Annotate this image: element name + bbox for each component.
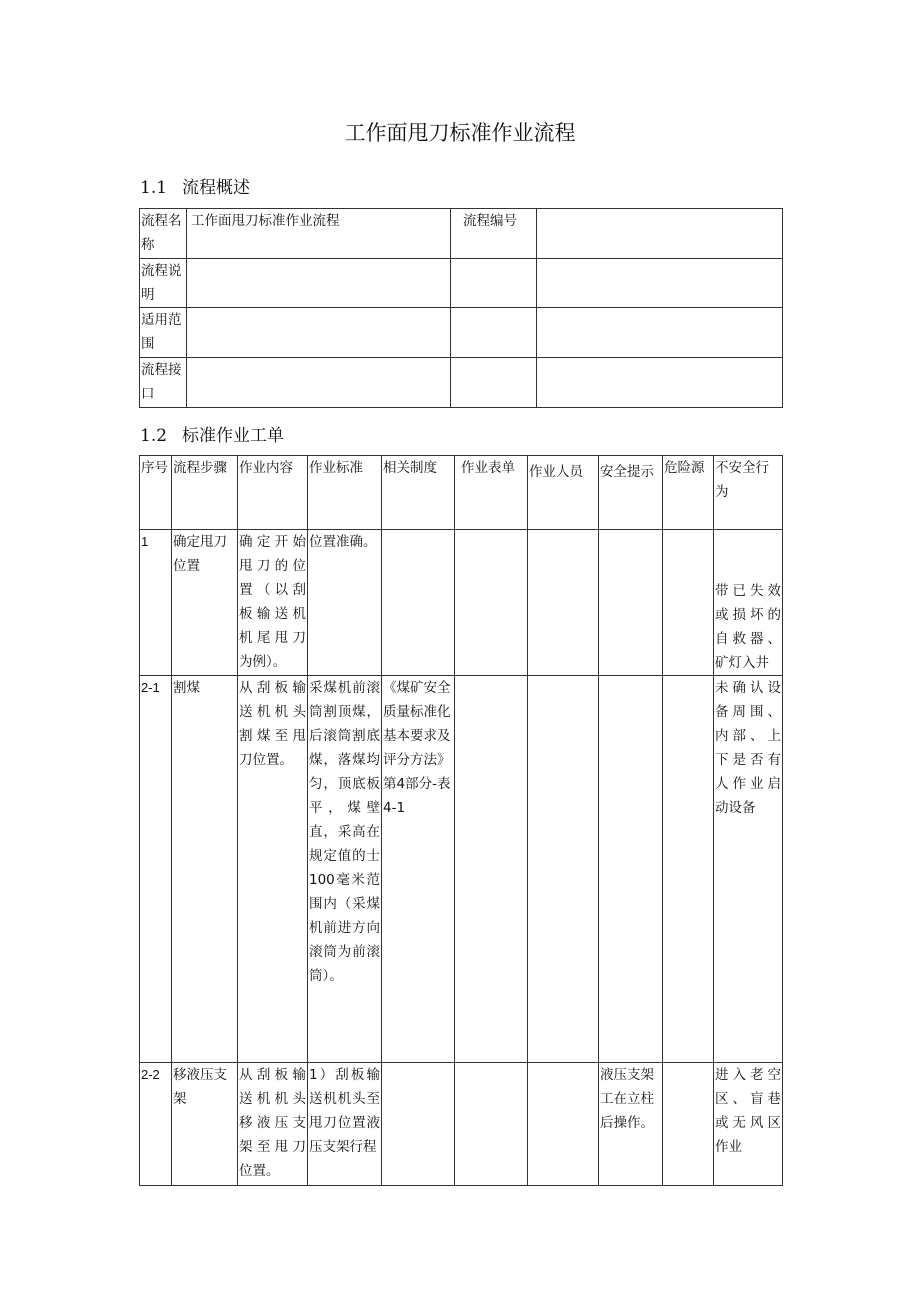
personnel-cell [528, 676, 599, 1063]
section-number: 1.1 [140, 178, 168, 198]
overview-value: 工作面甩刀标准作业流程 [187, 209, 451, 259]
table-row [140, 358, 783, 408]
safety-cell: 液压支架工在立柱后操作。 [599, 1063, 663, 1186]
step-cell: 确定甩刀位置 [172, 530, 238, 676]
overview-label: 流程接口 [140, 358, 187, 408]
overview-value [537, 259, 783, 308]
overview-value [187, 358, 451, 408]
overview-label: 适用范围 [140, 308, 187, 358]
overview-key [451, 358, 537, 408]
section-heading-overview [140, 173, 250, 198]
overview-label: 流程名称 [140, 209, 187, 259]
overview-key [451, 308, 537, 358]
form-cell [455, 676, 528, 1063]
worksheet-table [139, 455, 783, 1186]
column-header: 流程步骤 [172, 456, 238, 530]
step-cell: 割煤 [172, 676, 238, 1063]
policy-cell [382, 530, 455, 676]
content-cell: 从刮板输送机机头移液压支架至甩刀位置。 [238, 1063, 308, 1186]
seq-cell: 2-2 [140, 1063, 172, 1186]
table-row [140, 308, 783, 358]
column-header: 作业人员 [528, 456, 599, 530]
table-row [140, 530, 783, 676]
hazard-cell [663, 530, 714, 676]
step-cell: 移液压支架 [172, 1063, 238, 1186]
seq-cell: 1 [140, 530, 172, 676]
section-heading-worksheet [140, 421, 284, 446]
column-header: 作业标准 [308, 456, 382, 530]
form-cell [455, 530, 528, 676]
form-cell [455, 1063, 528, 1186]
column-header: 不安全行为 [714, 456, 783, 530]
overview-value [537, 308, 783, 358]
personnel-cell [528, 1063, 599, 1186]
unsafe-cell: 进入老空区、盲巷或无风区作业 [714, 1063, 783, 1186]
overview-label: 流程说明 [140, 259, 187, 308]
table-row [140, 209, 783, 259]
standard-cell: 采煤机前滚筒割顶煤，后滚筒割底煤，落煤均匀，顶底板平，煤壁直，采高在规定值的士100毫米范围内（采煤机前进方向滚筒为前滚筒）。 [308, 676, 382, 1063]
unsafe-cell: 未确认设备周围、内部、上下是否有人作业启动设备 [714, 676, 783, 1063]
column-header: 危险源 [663, 456, 714, 530]
table-row [140, 259, 783, 308]
overview-key [451, 259, 537, 308]
table-row [140, 676, 783, 1063]
column-header: 相关制度 [382, 456, 455, 530]
overview-value [187, 259, 451, 308]
standard-cell: 1）刮板输送机机头至甩刀位置液压支架行程 [308, 1063, 382, 1186]
hazard-cell [663, 676, 714, 1063]
content-cell: 从刮板输送机机头割煤至甩刀位置。 [238, 676, 308, 1063]
page-title: 工作面甩刀标准作业流程 [344, 121, 576, 145]
section-label: 标准作业工单 [182, 426, 284, 446]
section-number: 1.2 [140, 426, 168, 446]
hazard-cell [663, 1063, 714, 1186]
standard-cell: 位置准确。 [308, 530, 382, 676]
safety-cell [599, 676, 663, 1063]
table-row [140, 1063, 783, 1186]
section-label: 流程概述 [182, 178, 250, 198]
overview-table [139, 208, 783, 408]
column-header: 作业表单 [455, 456, 528, 530]
content-cell: 确定开始甩刀的位置（以刮板输送机机尾甩刀为例）。 [238, 530, 308, 676]
overview-key: 流程编号 [451, 209, 537, 259]
column-header: 安全提示 [599, 456, 663, 530]
personnel-cell [528, 530, 599, 676]
overview-value [537, 358, 783, 408]
overview-value [187, 308, 451, 358]
unsafe-cell: 带已失效或损坏的自救器、矿灯入井 [714, 530, 783, 676]
seq-cell: 2-1 [140, 676, 172, 1063]
column-header: 序号 [140, 456, 172, 530]
table-header-row [140, 456, 783, 530]
column-header: 作业内容 [238, 456, 308, 530]
policy-cell: 《煤矿安全质量标准化基本要求及评分方法》第4部分-表4-1 [382, 676, 455, 1063]
safety-cell [599, 530, 663, 676]
overview-value [537, 209, 783, 259]
policy-cell [382, 1063, 455, 1186]
